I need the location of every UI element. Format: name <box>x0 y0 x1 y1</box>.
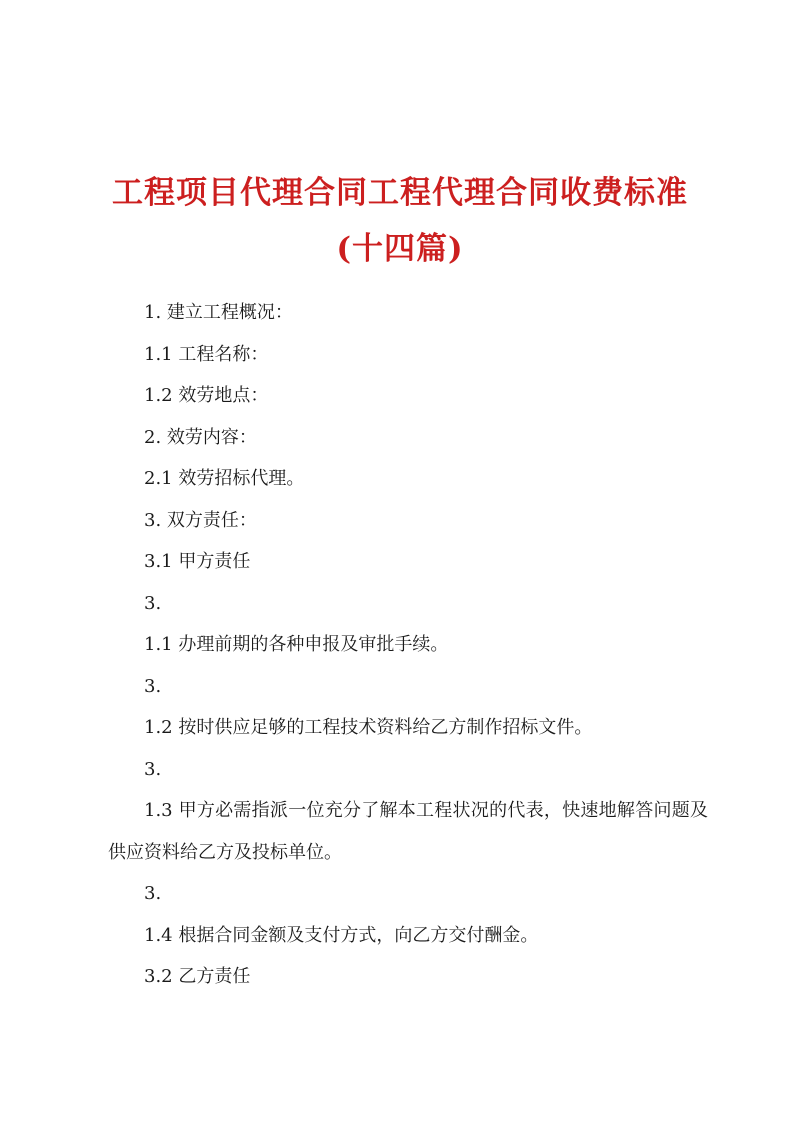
paragraph: 1. 建立工程概况： <box>144 302 293 323</box>
paragraph: 2.1 效劳招标代理。 <box>144 468 305 489</box>
paragraph: 1.4 根据合同金额及支付方式，向乙方交付酬金。 <box>144 924 539 946</box>
paragraph: 3. <box>144 675 162 697</box>
paragraph: 1.2 按时供应足够的工程技术资料给乙方制作招标文件。 <box>144 717 593 738</box>
paragraph: 2. 效劳内容： <box>144 426 257 448</box>
paragraph: 1.1 办理前期的各种申报及审批手续。 <box>144 634 449 655</box>
paragraph: 3.1 甲方责任 <box>144 551 251 572</box>
paragraph: 3. <box>144 592 162 614</box>
paragraph: 1.1 工程名称： <box>144 343 269 365</box>
paragraph: 3. <box>144 883 162 904</box>
paragraph: 3. <box>144 758 162 780</box>
paragraph: 3. 双方责任： <box>144 509 257 531</box>
paragraph: 1.3 甲方必需指派一位充分了解本工程状况的代表，快速地解答问题及供应资料给乙方及投标单位。 <box>108 800 708 863</box>
paragraph: 1.2 效劳地点： <box>144 385 269 406</box>
paragraph: 3.2 乙方责任 <box>144 966 251 987</box>
document-title: 工程项目代理合同工程代理合同收费标准(十四篇) <box>112 175 688 267</box>
document-body <box>108 292 708 998</box>
